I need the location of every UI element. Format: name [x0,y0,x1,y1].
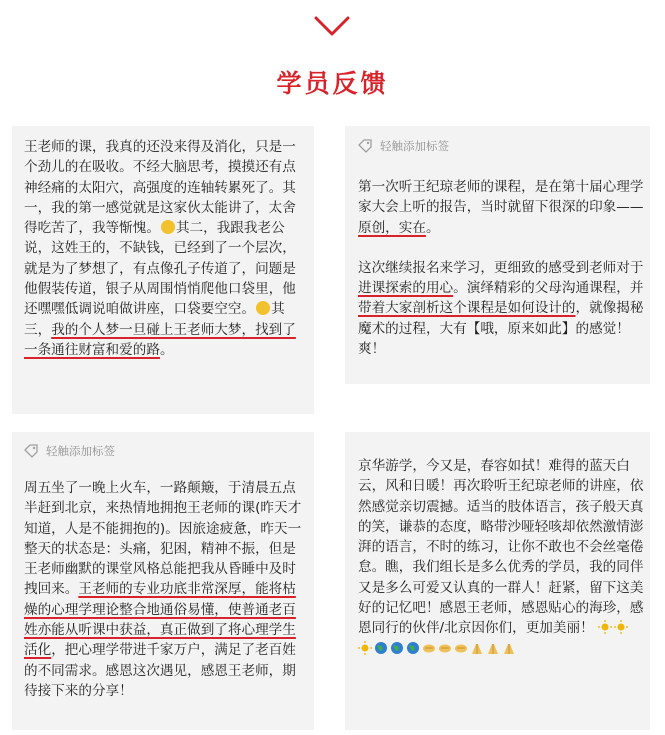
tag-label: 轻触添加标签 [46,444,115,458]
handshake-icon [454,641,468,655]
chevron-down-icon [313,14,351,38]
globe-icon [390,641,404,655]
handshake-icon [438,641,452,655]
praying-hands-icon [486,641,500,655]
feedback-text-1: 王老师的课，我真的还没来得及消化，只是一个劲儿的在吸收。不经大脑思考，摸摸还有点神经痛的太阳穴，高强度的连轴转累死了。其一，我的第一感觉就是这家伙太能讲了，太舍得吃苦了，我等惭愧。 其二，我跟我老公说，这姓王的，不缺钱，已经到了一个层次，就是为了梦想了，有点像孔子传道了，问题是他假装传道，银子从周围悄悄爬他口袋里，他还嘿嘿低调说咱做讲座，口袋要空空。 其三，我的个人梦一旦碰上王老师大梦，找到了一条通往财富和爱的路。 [24,139,296,358]
tag-row[interactable] [358,138,449,154]
praying-hands-icon [502,641,516,655]
highlight-text: 我的个人梦一旦碰上王老师大梦，找到了一条通往财富和爱的路 [24,321,296,358]
highlight-text: 进课探索的用心 [358,280,454,297]
page-title: 学员反馈 [276,69,389,98]
highlight-text: 带着大家剖析这个课程是如何设计的 [358,300,576,317]
handshake-icon [422,641,436,655]
tag-label: 轻触添加标签 [380,139,449,153]
emoji-icon [161,220,175,234]
highlight-text: 王老师的专业功底非常深厚，能将枯燥的心理学理论整合地通俗易懂，使普通老百姓亦能从听课中获益，真正做到了将心理学生活化 [24,581,296,659]
praying-hands-icon [470,641,484,655]
feedback-text-2: 第一次听王纪琼老师的课程，是在第十届心理学家大会上听的报告，当时就留下很深的印象——原创，实在。 这次继续报名来学习，更细致的感受到老师对于进课探索的用心。演绎精彩的父母沟通课程，并带着大家剖析这个课程是如何设计的，就像揭秘魔术的过程，大有【哦，原来如此】的感觉！爽！ [358,179,644,358]
globe-icon [374,641,388,655]
sun-icon [598,620,612,634]
globe-icon [406,641,420,655]
sun-icon [614,620,628,634]
emoji-icon [256,301,270,315]
feedback-text-3: 周五坐了一晚上火车，一路颠簸，于清晨五点半赶到北京，来热情地拥抱王老师的课(昨天才知道，人是不能拥抱的)。因旅途疲惫，昨天一整天的状态是：头痛，犯困，精神不振，但是王老师幽默的课堂风格总能把我从昏睡中及时拽回来。王老师的专业功底非常深厚，能将枯燥的心理学理论整合地通俗易懂，使普通老百姓亦能从听课中获益，真正做到了将心理学生活化，把心理学带进千家万户，满足了老百姓的不同需求。感恩这次遇见，感恩王老师，期待接下来的分享！ [24,480,302,699]
tag-row[interactable] [24,443,115,459]
feedback-text-4: 京华游学，今又是，春容如拭！难得的蓝天白云，风和日暖！再次聆听王纪琼老师的讲座，依然感觉亲切震撼。适当的肢体语言，孩子般天真的笑，谦恭的态度，略带沙哑轻咳却依然激情澎湃的语言，不时的练习，让你不敢也不会丝毫倦怠。瞧，我们组长是多么优秀的学员，我的同伴又是多么可爱又认真的一群人！赶紧，留下这美好的记忆吧！感恩王老师，感恩贴心的海珍，感恩同行的伙伴/北京因你们，更加美丽！ [358,456,644,659]
highlight-text: 原创，实在 [358,219,426,236]
sun-icon [358,641,372,655]
tag-icon [24,444,38,458]
tag-icon [358,139,372,153]
